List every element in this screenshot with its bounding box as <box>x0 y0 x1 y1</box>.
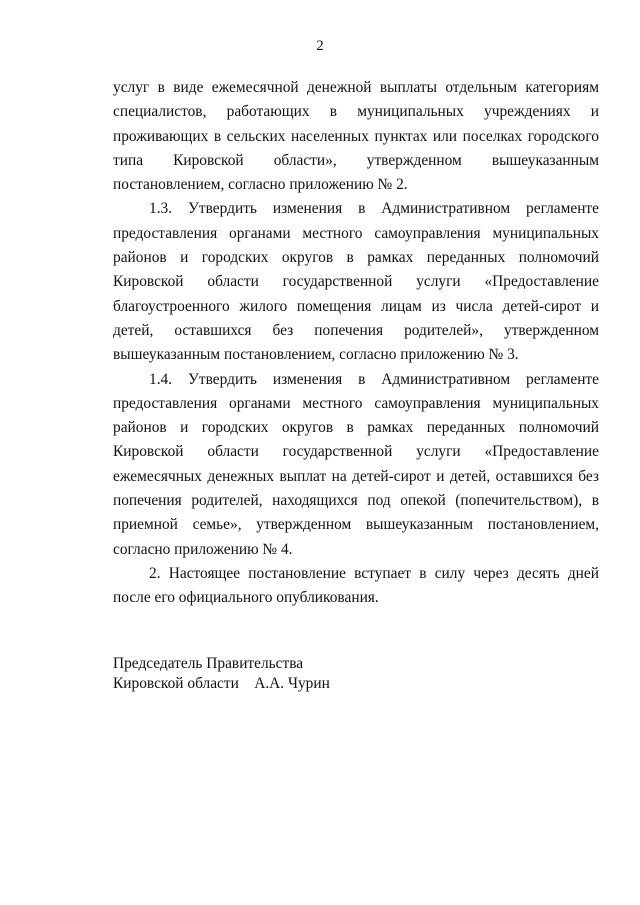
signatory-region-name: Кировской области А.А. Чурин <box>113 675 330 692</box>
signature-block <box>113 654 330 694</box>
signatory-position: Председатель Правительства <box>113 655 304 672</box>
document-body <box>113 76 599 611</box>
paragraph-2: 2. Настоящее постановление вступает в силу через десять дней после его официального опубликования. <box>113 564 599 607</box>
paragraph-1-4: 1.4. Утвердить изменения в Административном регламенте предоставления органами местного самоуправления муниципальных районов и городских округов в рамках переданных полномочий Кировской области государственной услуги «Предоставление ежемесячных денежных выплат на детей-сирот и детей, оставшихся без попечения родителей, находящихся под опекой (попечительством), в приемной семье», утвержденном вышеуказанным постановлением, согласно приложению № 4. <box>113 370 599 558</box>
paragraph-1-3: 1.3. Утвердить изменения в Административном регламенте предоставления органами местного самоуправления муниципальных районов и городских округов в рамках переданных полномочий Кировской области государственной услуги «Предоставление благоустроенного жилого помещения лицам из числа детей-сирот и детей, оставшихся без попечения родителей», утвержденном вышеуказанным постановлением, согласно приложению № 3. <box>113 200 599 364</box>
page-number: 2 <box>316 38 324 54</box>
paragraph-continuation: услуг в виде ежемесячной денежной выплаты отдельным категориям специалистов, работающих в муниципальных учреждениях и проживающих в сельских населенных пунктах или поселках городского типа Кировской области», утвержденном вышеуказанным постановлением, согласно приложению № 2. <box>113 79 599 194</box>
